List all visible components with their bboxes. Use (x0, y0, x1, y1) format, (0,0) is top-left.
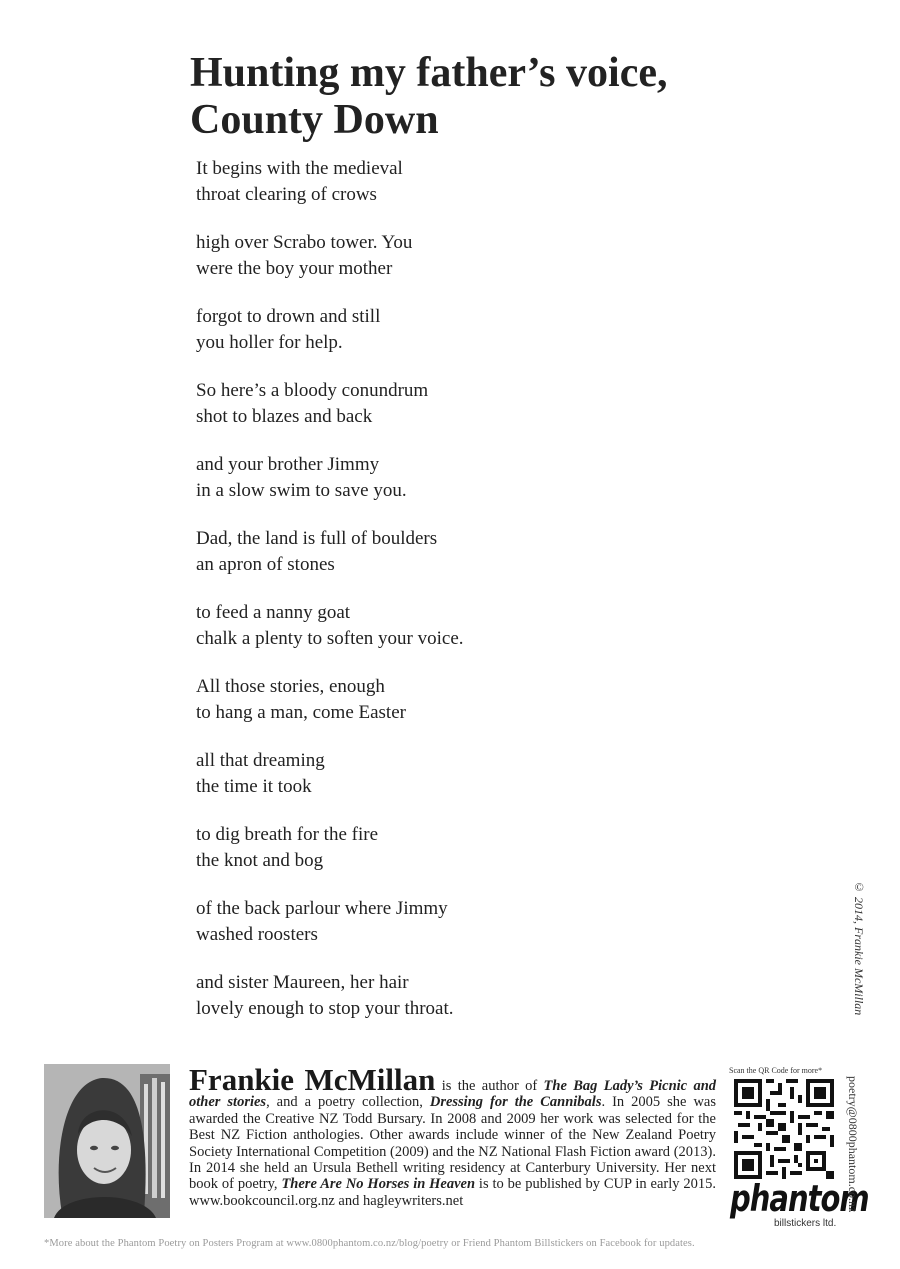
author-name: Frankie McMillan (189, 1062, 436, 1097)
poem-line: you holler for help. (196, 332, 343, 353)
poem-line: to hang a man, come Easter (196, 702, 406, 723)
poem-line: It begins with the medieval (196, 158, 403, 179)
bio-text: , and a poetry collection, (266, 1094, 430, 1111)
author-photo (44, 1064, 170, 1218)
poem-line: chalk a plenty to soften your voice. (196, 628, 464, 649)
poem-line: of the back parlour where Jimmy (196, 898, 448, 919)
phantom-logo: phantom (730, 1177, 869, 1220)
poem-line: to feed a nanny goat (196, 602, 351, 623)
footer-note: *More about the Phantom Poetry on Posters Program at www.0800phantom.co.nz/blog/poetry or Friend Phantom Billstickers on Facebook for updates. (44, 1238, 695, 1249)
book-title: The Bag Lady’s Picnic and other stories (189, 1078, 717, 1111)
poem-title-line: County Down (190, 97, 439, 143)
poem-line: in a slow swim to save you. (196, 480, 407, 501)
stanza (196, 970, 464, 1022)
poem-line: and your brother Jimmy (196, 454, 380, 475)
poem-line: throat clearing of crows (196, 184, 377, 205)
poem-line: forgot to drown and still (196, 306, 381, 327)
stanza (196, 526, 464, 578)
bio-text: is the author of (435, 1078, 544, 1094)
bio-text: . In 2005 she was awarded the Creative NZ Todd Bursary. In 2008 and 2009 her work was selected for the Best NZ Fiction anthologies. Other awards include winner of the New Zealand Poetry Society International Competition (2009) and the NZ National Flash Fiction award (2013). In 2014 she held an Ursula Bethell writing residency at Canterbury University. Her next book of poetry, (189, 1094, 716, 1193)
author-bio (189, 1062, 717, 1209)
poem-line: lovely enough to stop your throat. (196, 998, 454, 1019)
author-portrait-image (44, 1064, 170, 1218)
poem-line: all that dreaming (196, 750, 325, 771)
poem-line: to dig breath for the fire (196, 824, 379, 845)
poem-line: an apron of stones (196, 554, 335, 575)
stanza (196, 896, 464, 948)
copyright-notice: © 2014, Frankie McMillan (852, 880, 866, 1016)
bio-text: is to be published by CUP in early 2015. www.bookcouncil.org.nz and hagleywriters.net (189, 1176, 716, 1209)
poem-line: Dad, the land is full of boulders (196, 528, 438, 549)
stanza (196, 156, 464, 208)
stanza (196, 748, 464, 800)
contact-email[interactable]: poetry@0800phantom.co.nz (846, 1076, 860, 1213)
qr-code[interactable] (734, 1079, 834, 1179)
poem-line: and sister Maureen, her hair (196, 972, 409, 993)
poem-line: the time it took (196, 776, 312, 797)
poem-line: the knot and bog (196, 850, 324, 871)
poem-title (190, 50, 667, 144)
stanza (196, 674, 464, 726)
poem-title-line: Hunting my father’s voice, (190, 50, 668, 96)
stanza (196, 304, 464, 356)
book-title: There Are No Horses in Heaven (281, 1176, 476, 1193)
stanza (196, 822, 464, 874)
qr-note: Scan the QR Code for more* (729, 1066, 823, 1075)
poem-body (196, 156, 464, 1044)
stanza (196, 378, 464, 430)
poem-line: All those stories, enough (196, 676, 385, 697)
poem-line: washed roosters (196, 924, 318, 945)
phantom-logo-subtitle: billstickers ltd. (774, 1218, 837, 1229)
poem-line: So here’s a bloody conundrum (196, 380, 429, 401)
poem-line: high over Scrabo tower. You (196, 232, 413, 253)
poem-line: were the boy your mother (196, 258, 393, 279)
stanza (196, 600, 464, 652)
book-title: Dressing for the Cannibals (429, 1094, 602, 1111)
poem-line: shot to blazes and back (196, 406, 373, 427)
stanza (196, 230, 464, 282)
stanza (196, 452, 464, 504)
